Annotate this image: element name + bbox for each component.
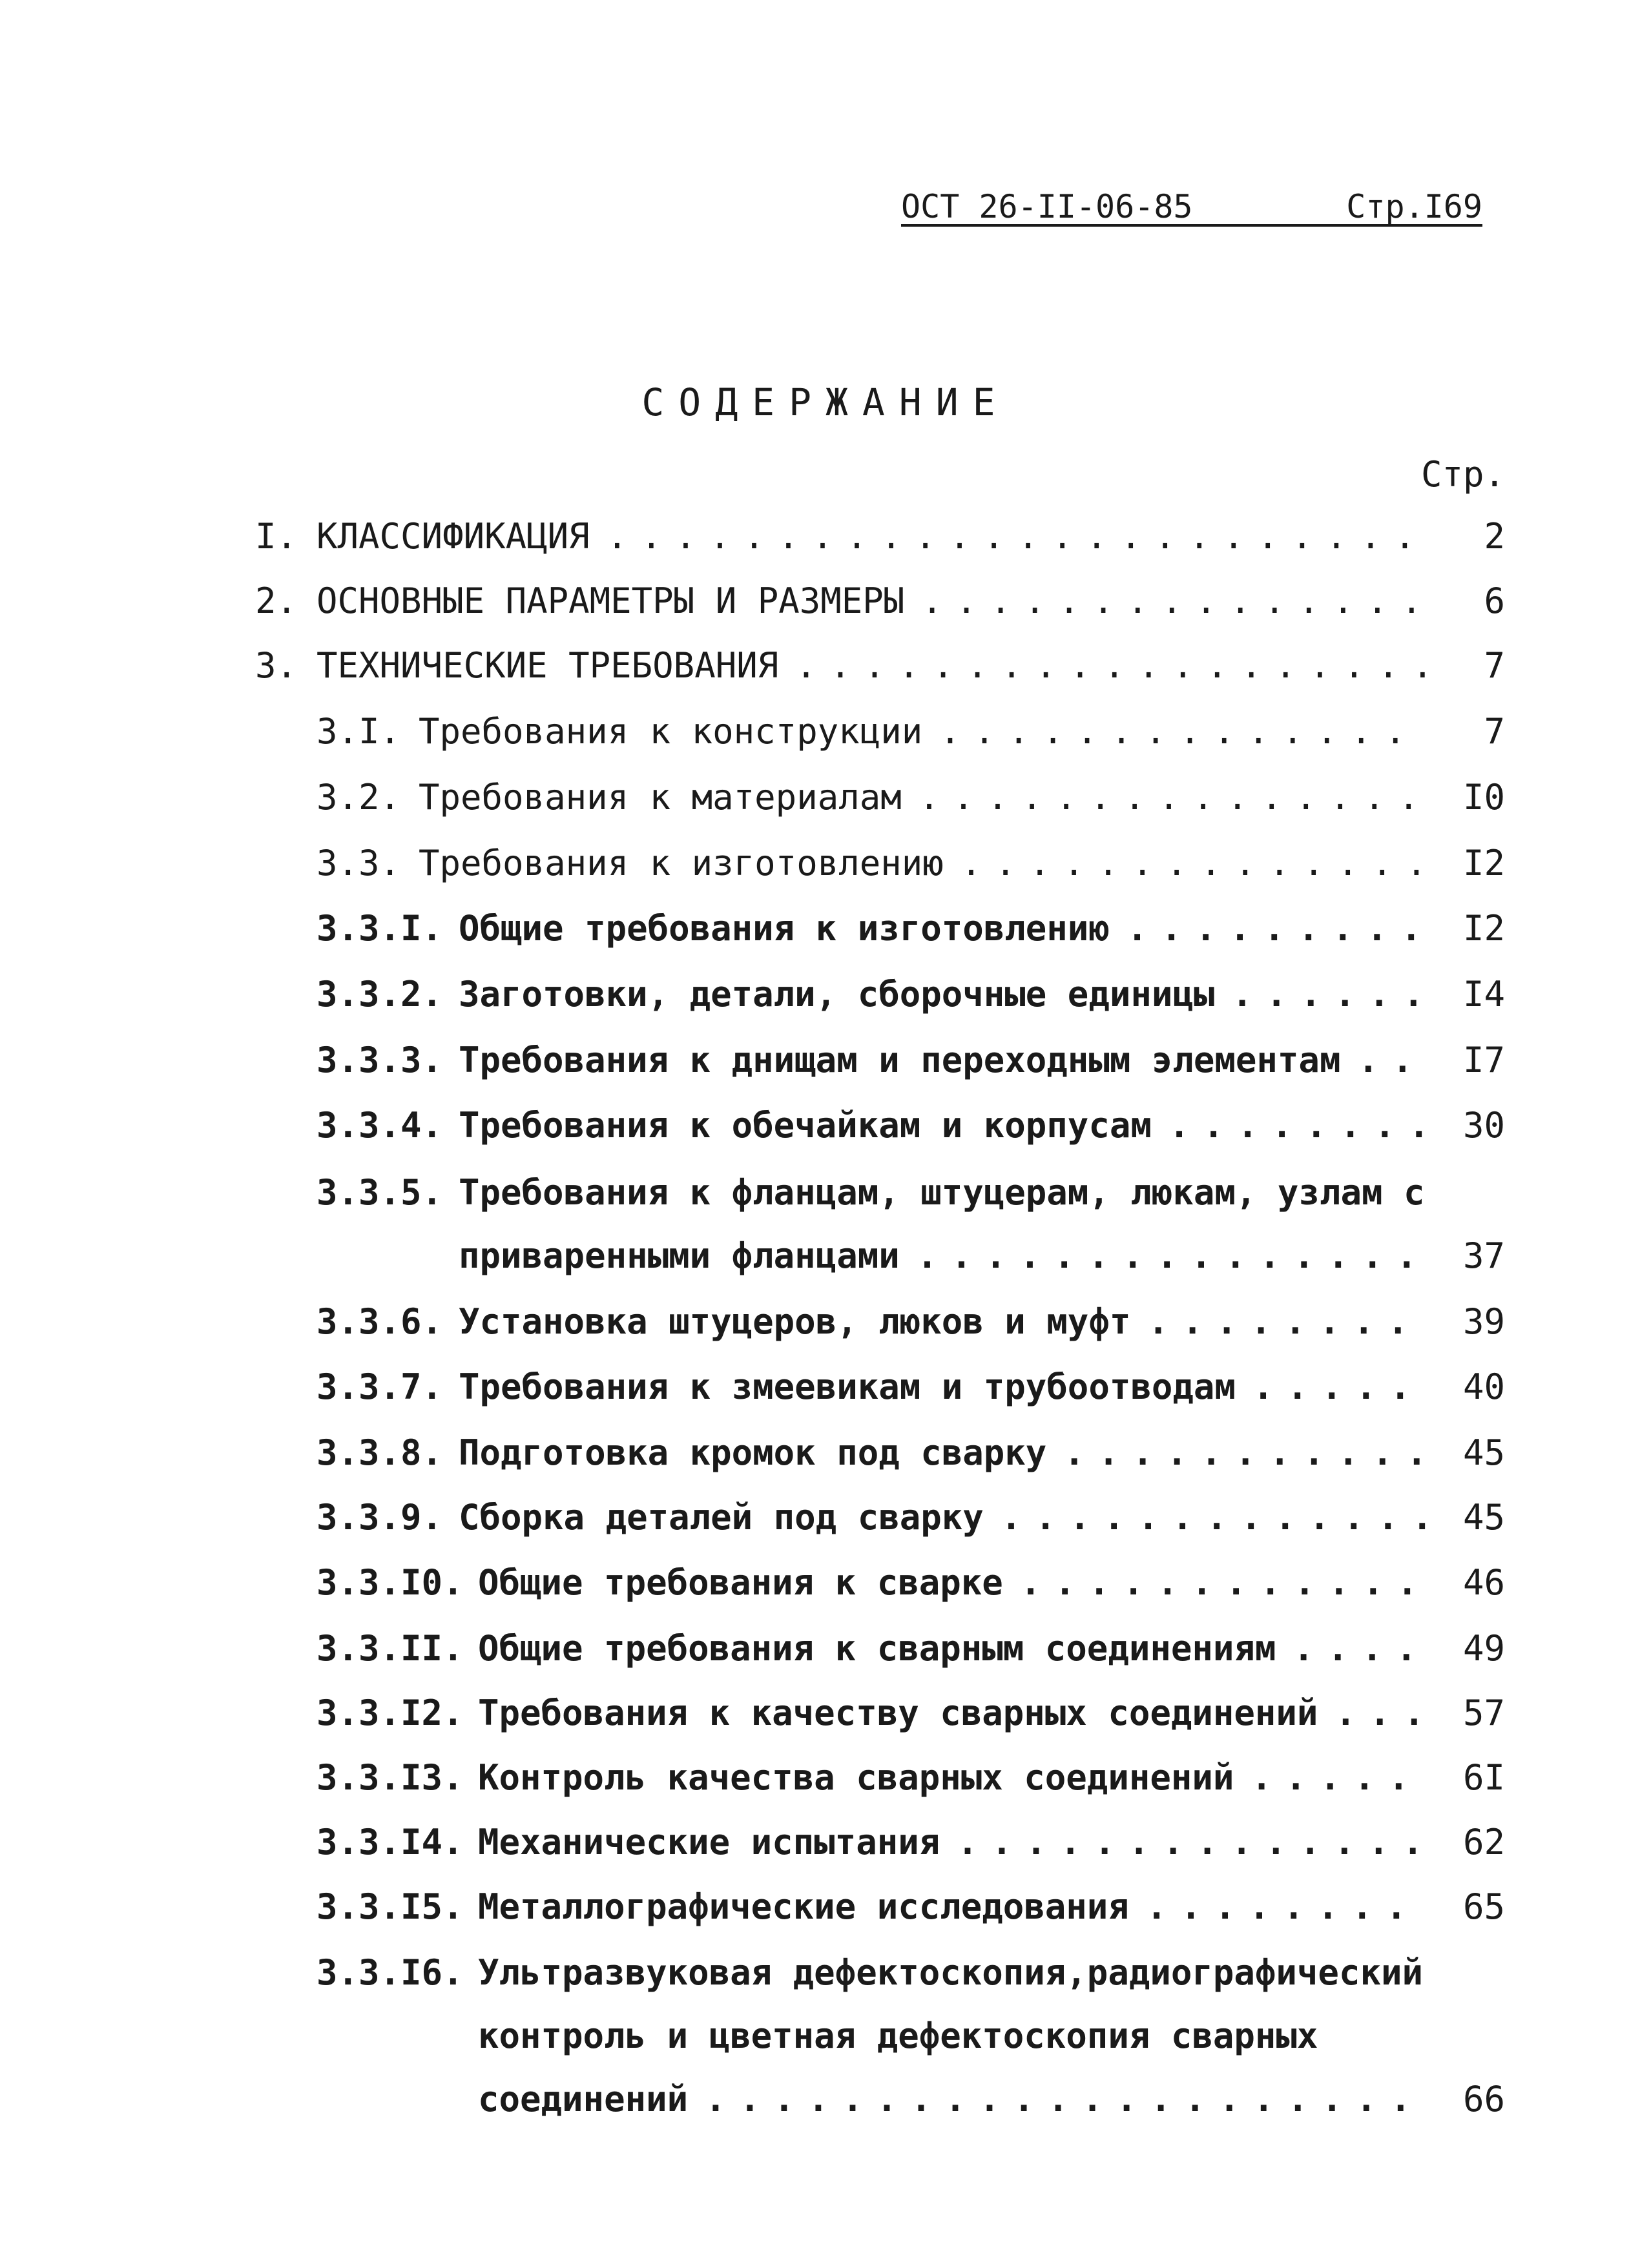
toc-entry-title-continued: контроль и цветная дефектоскопия сварных — [478, 2015, 1318, 2056]
toc-entry — [0, 775, 1651, 820]
toc-entry-number: 3.3.3. — [317, 1040, 443, 1080]
toc-entry-title: КЛАССИФИКАЦИЯ . . . — [317, 514, 1426, 559]
toc-entry-number: 3.3.I5. — [317, 1886, 464, 1927]
toc-entry-page: I7 — [1462, 1040, 1505, 1080]
toc-entry-title: Общие требования к изготовлению . . . — [459, 906, 1426, 951]
toc-entry — [0, 579, 1651, 624]
toc-entry-number: 3.3.II. — [317, 1628, 464, 1669]
toc-entry-number: 3.3.6. — [317, 1301, 443, 1342]
toc-entry-continuation — [0, 1233, 1651, 1279]
toc-entry — [0, 1755, 1651, 1800]
page-header — [901, 187, 1482, 226]
toc-entry-page: 6I — [1462, 1757, 1505, 1798]
toc-entry-title: Требования к змеевикам и трубоотводам . . . — [459, 1365, 1426, 1410]
toc-entry-number: I. — [255, 516, 298, 557]
toc-entry-title: Требования к фланцам, штуцерам, люкам, узлам с — [459, 1172, 1425, 1213]
toc-entry-page: 45 — [1462, 1497, 1505, 1538]
toc-entry-page: I0 — [1462, 777, 1505, 818]
toc-entry-title: ТЕХНИЧЕСКИЕ ТРЕБОВАНИЯ . . . — [317, 643, 1426, 688]
toc-entry — [0, 1820, 1651, 1865]
toc-entry-title: Сборка деталей под сварку . . . — [459, 1495, 1426, 1540]
toc-entry — [0, 1430, 1651, 1476]
toc-entry-page: 57 — [1462, 1693, 1505, 1733]
toc-entry-page: 6 — [1484, 581, 1505, 621]
toc-entry-title: Установка штуцеров, люков и муфт . . . — [459, 1299, 1426, 1345]
toc-entry-number: 3.3.I. — [317, 908, 443, 949]
toc-entry — [0, 1560, 1651, 1605]
toc-entry-page: 7 — [1484, 645, 1505, 686]
toc-entry-page: 62 — [1462, 1822, 1505, 1862]
toc-entry-title: Общие требования к сварке . . . — [478, 1560, 1426, 1605]
toc-entry-title: Требования к днищам и переходным элементам . . . — [459, 1038, 1426, 1083]
toc-entry-title: Контроль качества сварных соединений . . . — [478, 1755, 1426, 1800]
toc-entry-number: 3.3.8. — [317, 1432, 443, 1473]
toc-entry-number: 3.3.I0. — [317, 1562, 464, 1603]
toc-entry — [0, 841, 1651, 886]
toc-entry — [0, 1691, 1651, 1736]
toc-entry-continuation — [0, 2014, 1651, 2059]
toc-entry-title: Подготовка кромок под сварку . . . — [459, 1430, 1426, 1476]
page-number: Стр.I69 — [1346, 188, 1482, 225]
document-title: СОДЕРЖАНИЕ — [641, 380, 1010, 424]
toc-entry-page: 49 — [1462, 1628, 1505, 1669]
toc-entry-title: Заготовки, детали, сборочные единицы . . . — [459, 972, 1426, 1017]
toc-entry-number: 3.3.I2. — [317, 1693, 464, 1733]
toc-entry-title: Механические испытания . . . — [478, 1820, 1426, 1865]
toc-entry-title: Требования к изготовлению . . . — [419, 841, 1426, 886]
toc-entry-title: ОСНОВНЫЕ ПАРАМЕТРЫ И РАЗМЕРЫ . . . — [317, 579, 1426, 624]
toc-entry — [0, 1299, 1651, 1345]
toc-entry — [0, 514, 1651, 559]
toc-entry-page: I2 — [1462, 908, 1505, 949]
toc-entry — [0, 1884, 1651, 1930]
toc-entry — [0, 1495, 1651, 1540]
toc-entry-number: 3.3.I4. — [317, 1822, 464, 1862]
toc-entry-number: 3. — [255, 645, 298, 686]
toc-entry-number: 3.3.5. — [317, 1172, 443, 1213]
toc-entry-title: Требования к материалам . . . — [419, 775, 1426, 820]
toc-entry-title: Металлографические исследования . . . — [478, 1884, 1426, 1930]
toc-entry-title: Требования к конструкции . . . — [419, 709, 1426, 754]
toc-entry-title-continued: соединений . . . — [478, 2077, 1426, 2122]
toc-entry-page: 37 — [1462, 1235, 1505, 1276]
toc-entry-title: Требования к обечайкам и корпусам . . . — [459, 1103, 1426, 1148]
toc-entry-page: 39 — [1462, 1301, 1505, 1342]
toc-entry-title-continued: приваренными фланцами . . . — [459, 1233, 1426, 1279]
toc-entry-number: 3.3.9. — [317, 1497, 443, 1538]
toc-entry-number: 3.3.7. — [317, 1366, 443, 1407]
toc-entry-number: 3.3.I6. — [317, 1952, 464, 1993]
toc-entry-page: 2 — [1484, 516, 1505, 557]
toc-entry-page: 46 — [1462, 1562, 1505, 1603]
toc-entry — [0, 709, 1651, 754]
toc-entry — [0, 1950, 1651, 1995]
toc-entry-page: 40 — [1462, 1366, 1505, 1407]
toc-entry-number: 3.2. — [317, 777, 401, 818]
toc-entry-page: I4 — [1462, 974, 1505, 1015]
toc-entry-number: 3.3.I3. — [317, 1757, 464, 1798]
toc-entry-title: Общие требования к сварным соединениям . . . — [478, 1626, 1426, 1671]
toc-entry — [0, 1170, 1651, 1215]
toc-entry-number: 3.3.2. — [317, 974, 443, 1015]
page-column-label: Стр. — [1420, 454, 1505, 495]
toc-entry-page: 66 — [1462, 2079, 1505, 2119]
standard-number: ОСТ 26-II-06-85 — [901, 188, 1193, 225]
toc-entry-page: 7 — [1484, 711, 1505, 752]
toc-entry — [0, 906, 1651, 951]
toc-entry — [0, 1038, 1651, 1083]
toc-entry-page: I2 — [1462, 843, 1505, 883]
toc-entry-continuation — [0, 2077, 1651, 2122]
toc-entry — [0, 1365, 1651, 1410]
toc-entry-title: Ультразвуковая дефектоскопия,радиографический — [478, 1952, 1423, 1993]
toc-entry-page: 45 — [1462, 1432, 1505, 1473]
toc-entry-title: Требования к качеству сварных соединений . . . — [478, 1691, 1426, 1736]
toc-entry-number: 3.I. — [317, 711, 401, 752]
toc-entry — [0, 972, 1651, 1017]
toc-entry-number: 3.3.4. — [317, 1105, 443, 1146]
toc-entry-number: 3.3. — [317, 843, 401, 883]
header-underline — [901, 224, 1482, 227]
toc-entry-page: 65 — [1462, 1886, 1505, 1927]
toc-entry-number: 2. — [255, 581, 298, 621]
toc-entry — [0, 643, 1651, 688]
toc-entry — [0, 1626, 1651, 1671]
toc-entry-page: 30 — [1462, 1105, 1505, 1146]
toc-entry — [0, 1103, 1651, 1148]
